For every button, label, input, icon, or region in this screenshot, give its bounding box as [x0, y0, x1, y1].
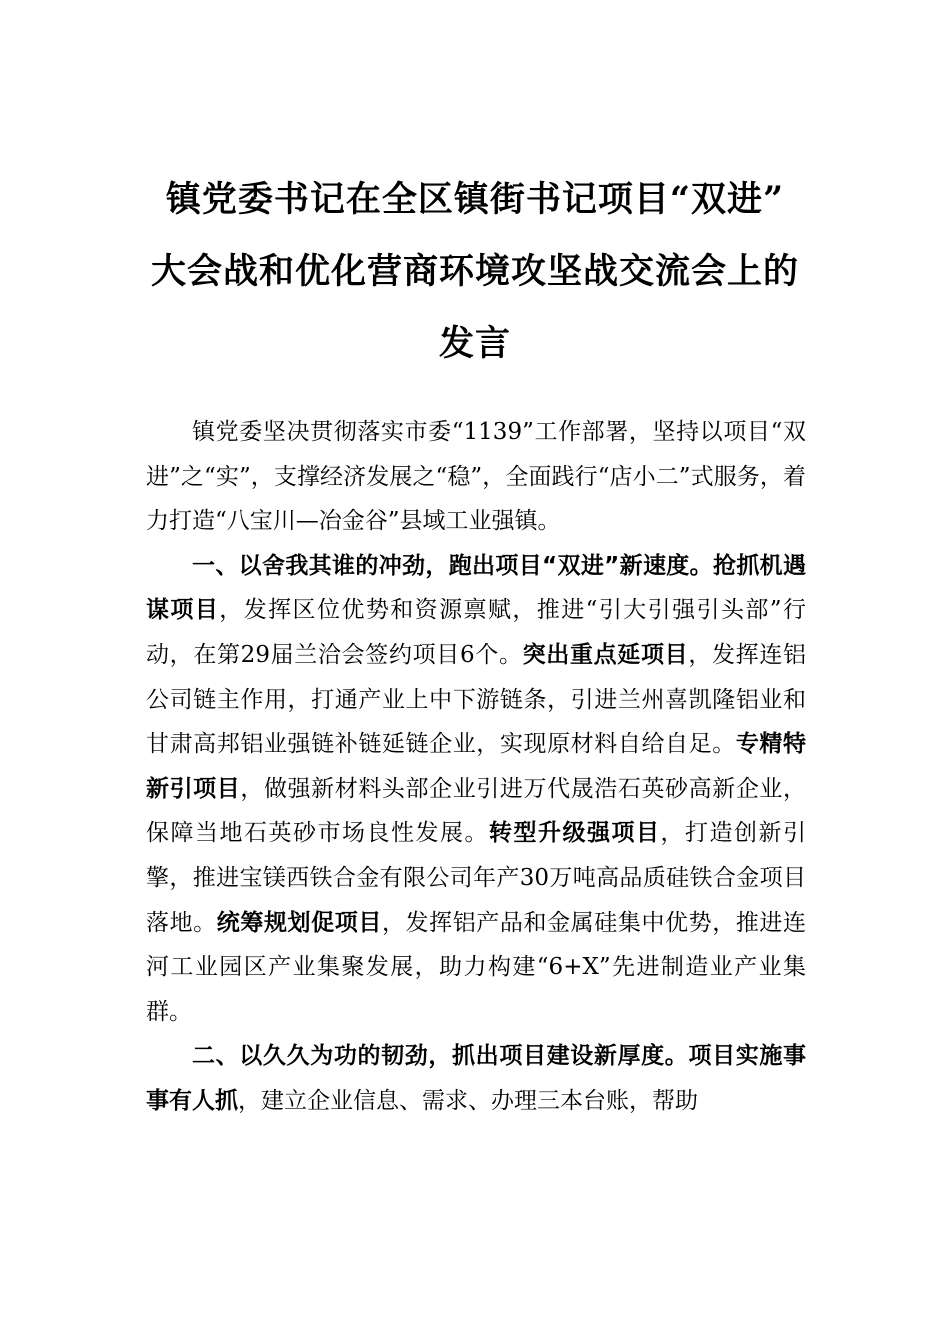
section-1-text-1: ，发挥区位优势和资源禀赋，推进“引大引强引头部”行动，在第29届兰洽会签约项目6个。	[146, 597, 806, 668]
section-1-keyword-4: 转型升级强项目	[489, 820, 661, 847]
section-2-text-1: ，建立企业信息、需求、办理三本台账，帮助	[238, 1087, 698, 1114]
section-1-text-5: ，发挥铝产品和金属硅集中优势，推进连河工业园区产业集聚发展，助力构建“6+X”先进制造业产业集群。	[146, 909, 807, 1025]
section-1-text-3: ，做强新材料头部企业引进万代晟浩石英砂高新企业，保障当地石英砂市场良性发展。	[146, 775, 807, 847]
section-1-keyword-2: 突出重点延项目	[522, 641, 689, 668]
title-line-1: 镇党委书记在全区镇街书记项目“双进”	[165, 179, 785, 220]
section-1-keyword-5: 统筹规划促项目	[216, 909, 382, 936]
section-1-heading: 一、以舍我其谁的冲劲，跑出项目“双进”新速度。	[192, 552, 713, 579]
intro-paragraph: 镇党委坚决贯彻落实市委“1139”工作部署，坚持以项目“双进”之“实”，支撑经济发展之“稳”，全面践行“店小二”式服务，着力打造“八宝川—冶金谷”县域工业强镇。	[146, 419, 806, 535]
title-line-2: 大会战和优化营商环境攻坚战交流会上的	[150, 251, 799, 292]
section-2-keyword-1: 项目实施事事有人抓	[146, 1043, 807, 1114]
section-2-paragraph	[146, 1034, 806, 1123]
section-1-keyword-1: 抢抓机遇谋项目	[146, 552, 807, 624]
section-1-paragraph	[146, 544, 806, 1035]
section-1-keyword-3: 专精特新引项目	[146, 731, 807, 802]
document-body	[146, 410, 806, 1124]
section-1-text-2: ，发挥连铝公司链主作用，打通产业上中下游链条，引进兰州喜凯隆铝业和甘肃高邦铝业强链补链延链企业，实现原材料自给自足。	[146, 641, 807, 758]
section-2-heading: 二、以久久为功的韧劲，抓出项目建设新厚度。	[192, 1043, 689, 1070]
document-title	[140, 164, 810, 380]
section-1-text-4: ，打造创新引擎，推进宝镁西铁合金有限公司年产30万吨高品质硅铁合金项目落地。	[146, 820, 806, 936]
title-line-3: 发言	[438, 323, 511, 364]
